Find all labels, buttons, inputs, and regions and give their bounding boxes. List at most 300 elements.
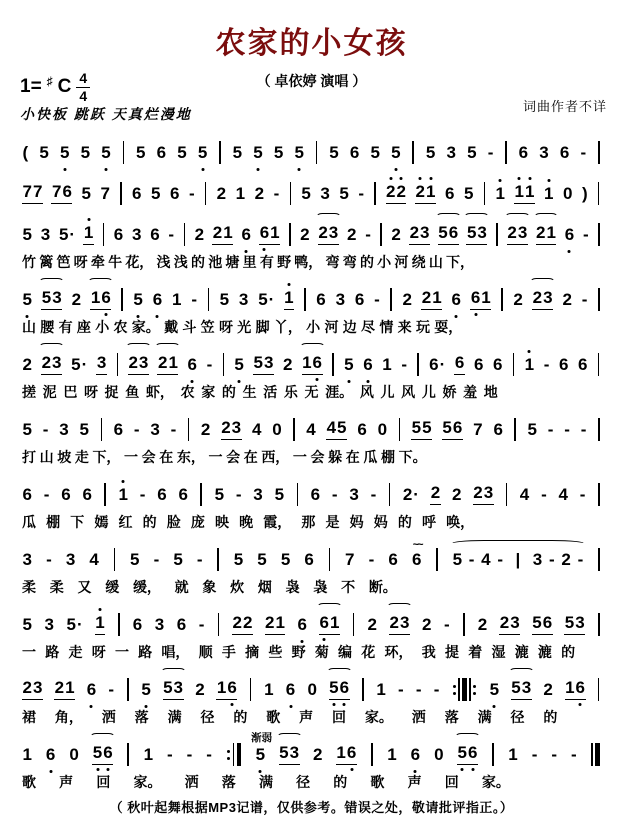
note: 3	[253, 485, 263, 504]
note: -	[564, 420, 570, 439]
key-prefix: 1=	[20, 76, 42, 98]
final-barline	[590, 743, 601, 766]
barline	[597, 182, 601, 205]
note: 6	[559, 143, 570, 162]
note: 1	[118, 485, 128, 504]
note: 5	[39, 143, 49, 162]
note: 5 3	[163, 678, 184, 700]
barline	[397, 418, 401, 441]
barline	[597, 288, 601, 311]
music-line	[14, 534, 609, 573]
mordent-icon: ~~	[412, 539, 422, 551]
lyric-word: 风	[359, 384, 374, 400]
note: 0	[562, 184, 573, 203]
barline	[379, 223, 383, 246]
lyric-word: 象	[202, 579, 217, 595]
lyrics-line	[22, 772, 510, 792]
barline	[126, 743, 130, 766]
note: -	[398, 680, 404, 699]
repeat-dots-icon	[473, 685, 476, 695]
lyric-word: 我	[421, 644, 436, 660]
lyric-word: 儿	[421, 384, 436, 400]
lyric-word: 涯。	[325, 384, 354, 400]
lyric-word: 棚	[380, 449, 395, 465]
note: -	[358, 184, 365, 203]
slur-arc-icon	[300, 343, 325, 351]
note: -	[43, 485, 50, 504]
lyric-word: 映	[215, 514, 229, 530]
lyric-word: 在	[159, 449, 174, 465]
lyric-word: 走	[68, 644, 83, 660]
note: 2 3	[318, 223, 339, 245]
lyric-word: 弯	[325, 254, 340, 270]
note: -	[139, 485, 146, 504]
barline	[500, 288, 504, 311]
note: 6	[132, 615, 143, 634]
lyric-word: 的	[190, 254, 205, 270]
note: 2	[513, 290, 523, 309]
lyric-word: 浅	[156, 254, 171, 270]
barline	[112, 548, 116, 571]
note: -	[153, 550, 160, 569]
note: 2	[477, 615, 488, 634]
note: 2	[347, 225, 357, 244]
lyric-word: 菊	[314, 644, 329, 660]
note: 7	[345, 550, 355, 569]
lyric-word: 东，	[176, 449, 205, 465]
note: 5	[22, 420, 32, 439]
lyric-word: 娇	[442, 384, 457, 400]
lyric-word: 满	[477, 709, 492, 725]
lyric-word: 捉	[104, 384, 119, 400]
note: 1	[543, 184, 554, 203]
lyric-word: 地	[483, 384, 498, 400]
note: 5	[294, 143, 304, 162]
system	[14, 664, 609, 727]
note: 5	[344, 355, 354, 374]
lyric-word: 有	[259, 254, 274, 270]
music-line	[14, 168, 609, 207]
lyric-word: 摘	[245, 644, 260, 660]
note: 5	[232, 143, 243, 162]
note: -	[168, 225, 175, 244]
lyric-word: 不	[341, 579, 356, 595]
barline	[327, 548, 331, 571]
note: 5 ·	[66, 615, 83, 634]
lyrics-line	[22, 447, 427, 467]
note: -	[541, 485, 547, 504]
note: 1 6	[336, 743, 357, 765]
barline	[411, 141, 415, 164]
lyric-word: 脚	[255, 319, 270, 335]
note: 5	[130, 550, 140, 569]
lyric-word: 牛	[108, 254, 123, 270]
note: -	[273, 184, 280, 203]
lyric-word: 搓	[22, 384, 36, 400]
lyric-word: 又	[77, 579, 92, 595]
lyric-word: 会	[226, 449, 241, 465]
lyric-word: 家。	[133, 774, 162, 790]
note: 1 6	[216, 678, 237, 700]
lyric-word: 花	[361, 644, 376, 660]
barline	[373, 182, 377, 205]
note: -	[433, 680, 440, 699]
lyric-word: 风	[401, 384, 416, 400]
lyric-word: 的	[221, 384, 236, 400]
system	[14, 729, 609, 792]
lyric-word: 柔	[22, 579, 36, 595]
note: -	[46, 550, 52, 569]
lyric-word: 瓜	[363, 449, 378, 465]
slur-arc-icon	[155, 343, 180, 351]
note: 6	[473, 355, 484, 374]
note: 3	[65, 550, 76, 569]
barline	[204, 182, 208, 205]
note: 5	[177, 143, 187, 162]
system	[14, 534, 609, 597]
note: 2	[312, 745, 323, 764]
note: 5 3	[564, 613, 585, 635]
lyric-word: 牵	[90, 254, 105, 270]
lyric-word: 瓜	[22, 514, 36, 530]
barline	[597, 141, 601, 164]
note: 0	[69, 745, 79, 764]
lyric-word: 那	[301, 514, 316, 530]
lyric-word: 会	[310, 449, 325, 465]
note: 5 3	[253, 353, 274, 375]
music-line	[14, 599, 609, 638]
lyric-word: 西，	[261, 449, 290, 465]
lyric-word: 池	[208, 254, 223, 270]
system	[14, 599, 609, 662]
composer-credit: 词曲作者不详	[522, 99, 607, 114]
barline	[221, 353, 225, 376]
note: 3	[349, 485, 359, 504]
lyric-word: 斗	[182, 319, 197, 335]
note: 2 1	[421, 288, 442, 310]
barline	[491, 743, 495, 766]
note: -	[235, 485, 242, 504]
lyric-word: 环，	[384, 644, 413, 660]
slur-arc-icon	[436, 213, 461, 221]
note: 2	[283, 355, 293, 374]
lyric-word: 的	[142, 514, 157, 530]
music-line	[14, 127, 609, 166]
note: 2 1	[157, 353, 178, 375]
note: -	[186, 745, 193, 764]
lyric-word: 走	[74, 449, 89, 465]
lyrics-line	[22, 317, 462, 337]
lyric-word: 径	[200, 709, 215, 725]
lyric-word: 晚	[239, 514, 254, 530]
lyric-word: 活	[263, 384, 278, 400]
note: -	[191, 290, 197, 309]
note: 2	[22, 355, 32, 374]
lyric-word: 落	[221, 774, 236, 790]
lyric-word: 着	[468, 644, 483, 660]
lyric-word: 嫣	[94, 514, 109, 530]
barline	[102, 223, 106, 246]
barline	[597, 678, 601, 701]
note: 6	[454, 353, 464, 375]
lyric-word: 路	[45, 644, 60, 660]
slur-arc-icon	[464, 213, 489, 221]
slur-arc-icon	[505, 213, 530, 221]
note: 3	[44, 615, 54, 634]
note: 5	[280, 550, 291, 569]
lyric-word: 炊	[230, 579, 245, 595]
note: 2	[254, 184, 265, 203]
lyric-word: 是	[325, 514, 340, 530]
note: 5	[234, 355, 244, 374]
barline	[103, 483, 107, 506]
barline	[119, 182, 123, 205]
lyric-word: 浅	[173, 254, 188, 270]
note: 2 1	[536, 223, 557, 245]
lyric-word: 漉	[514, 644, 529, 660]
barline	[597, 548, 601, 571]
lyric-word: 脸	[166, 514, 181, 530]
lyric-word: 躲	[328, 449, 343, 465]
note: 2	[367, 615, 377, 634]
note: 6	[157, 485, 167, 504]
barline	[504, 141, 508, 164]
barline	[361, 678, 365, 701]
barline	[218, 141, 222, 164]
note: -	[42, 420, 49, 439]
barline	[416, 353, 420, 376]
music-line	[14, 469, 609, 508]
note: 7 7	[22, 182, 43, 204]
time-signature	[76, 71, 90, 103]
barline	[495, 223, 499, 246]
note: 5	[527, 420, 537, 439]
note: 6	[285, 680, 296, 699]
note: 6 1	[319, 613, 340, 635]
lyric-word: 有	[58, 319, 73, 335]
lyric-word: 洒	[411, 709, 426, 725]
lyric-word: 编	[338, 644, 353, 660]
note: 2 3	[409, 223, 430, 245]
lyric-word: 歌	[22, 774, 36, 790]
barline	[217, 613, 221, 636]
note: 1	[22, 745, 32, 764]
repeat-dots-icon	[227, 750, 230, 760]
sharp-icon: ♯	[46, 74, 53, 89]
lyric-word: 落	[134, 709, 149, 725]
performer-credit: （ 卓依婷 演唱 ）	[256, 73, 367, 89]
lyric-word: 下。	[398, 449, 427, 465]
lyric-word: 下，	[92, 449, 121, 465]
lyric-word: 满	[167, 709, 182, 725]
note: 5	[301, 184, 311, 203]
note: 5 ·	[58, 225, 76, 244]
note: 2 3	[389, 613, 410, 635]
note: 2 3	[499, 613, 520, 635]
note: 1	[387, 745, 397, 764]
note: 5	[141, 680, 151, 699]
lyric-word: 呀	[218, 319, 233, 335]
lyric-word: 缓	[105, 579, 120, 595]
system	[14, 339, 609, 402]
note: 2 3	[507, 223, 528, 245]
note: 3	[539, 143, 549, 162]
note: 6	[518, 143, 529, 162]
system	[14, 127, 609, 166]
lyrics-line	[22, 707, 558, 727]
slur-arc-icon	[534, 213, 559, 221]
note: 4	[519, 485, 530, 504]
note: )	[581, 184, 588, 203]
lyric-word: 些	[268, 644, 283, 660]
lyric-word: 提	[444, 644, 459, 660]
note: 4	[558, 485, 568, 504]
slur-arc-icon	[387, 603, 412, 611]
note: 1 1	[514, 182, 535, 204]
note: 0	[377, 420, 388, 439]
note: 3	[59, 420, 69, 439]
barline	[597, 483, 601, 506]
note: 5 3	[41, 288, 62, 310]
note: -	[582, 225, 589, 244]
lyrics-line	[22, 512, 474, 532]
note: 5	[79, 420, 90, 439]
note: 6	[178, 485, 188, 504]
note: 2 3	[128, 353, 149, 375]
note: -	[188, 184, 195, 203]
note: -	[198, 615, 205, 634]
lyric-word: 会	[141, 449, 156, 465]
lyric-word: 家。	[481, 774, 510, 790]
lyric-word: 鱼	[125, 384, 140, 400]
lyric-word: 里	[242, 254, 257, 270]
note: 2 1	[415, 182, 436, 204]
note: 1	[284, 288, 294, 310]
note: 3	[22, 550, 32, 569]
note: 5	[489, 680, 500, 699]
barline	[512, 353, 516, 376]
barline	[389, 288, 393, 311]
note: 1	[235, 184, 246, 203]
lyric-word: 泥	[42, 384, 57, 400]
note: 5 6	[329, 678, 350, 700]
note: 2	[430, 483, 440, 505]
note: 4	[89, 550, 99, 569]
note: -	[487, 143, 494, 162]
lyric-word: 乐	[283, 384, 298, 400]
note: 6	[444, 184, 455, 203]
note: 5	[463, 184, 474, 203]
note: 2	[452, 485, 462, 504]
note: 5	[80, 143, 91, 162]
note: 2	[422, 615, 432, 634]
note: 7 6	[51, 182, 72, 204]
barline	[370, 743, 374, 766]
note: 6	[131, 184, 142, 203]
note: 5 ·	[258, 290, 275, 309]
lyric-word: 红	[118, 514, 133, 530]
note: 0	[434, 745, 444, 764]
key-letter: C	[57, 76, 72, 98]
note: 6	[304, 550, 314, 569]
lyrics-line	[22, 577, 397, 597]
note: 7	[100, 184, 110, 203]
lyric-word: 在	[243, 449, 258, 465]
note: 1	[508, 745, 518, 764]
barline	[187, 418, 191, 441]
lyric-word: 下	[70, 514, 85, 530]
lyric-word: 一	[292, 449, 307, 465]
lyric-word: 袅	[285, 579, 300, 595]
lyric-word: 妈	[349, 514, 364, 530]
lyric-word: 歌	[370, 774, 385, 790]
note: 5 3	[279, 743, 300, 765]
lyric-word: 尽	[361, 319, 376, 335]
barline	[115, 353, 119, 376]
note: 2 3	[221, 418, 242, 440]
note: 6	[363, 355, 373, 374]
lyric-word: 径	[296, 774, 311, 790]
slur-arc-icon	[88, 278, 113, 286]
note: 2	[71, 290, 82, 309]
lyric-word: 玩	[415, 319, 430, 335]
note: 3	[335, 290, 346, 309]
lyric-word: 洒	[101, 709, 116, 725]
note: -	[206, 745, 212, 764]
note: -	[547, 420, 554, 439]
note: 2 3	[22, 678, 43, 700]
lyric-word: 弯	[342, 254, 357, 270]
note: 5 - 4 - | 3 - 2 -	[452, 550, 584, 570]
lyric-word: 袅	[313, 579, 328, 595]
note: 6	[357, 420, 367, 439]
note: 2	[216, 184, 227, 203]
barline	[331, 353, 335, 376]
note: 6	[349, 143, 360, 162]
barline	[597, 613, 601, 636]
note: 6 ~~	[411, 550, 421, 570]
lyric-word: 缓，	[132, 579, 161, 595]
lyric-word: 一	[22, 644, 36, 660]
note: 0	[272, 420, 282, 439]
lyric-word: 洒	[184, 774, 199, 790]
lyric-word: 妈	[373, 514, 388, 530]
note: 3	[154, 615, 165, 634]
note: 6	[176, 615, 187, 634]
note: -	[374, 290, 380, 309]
barline	[216, 548, 220, 571]
lyric-word: 家。	[131, 319, 160, 335]
note: -	[167, 745, 173, 764]
note: 1 6	[302, 353, 323, 375]
barline	[121, 141, 125, 164]
barline	[288, 182, 292, 205]
lyric-word: 巴	[63, 384, 78, 400]
note: 2	[300, 225, 310, 244]
repeat-dots-icon	[453, 685, 456, 695]
lyric-word: 打	[22, 449, 36, 465]
barline	[597, 418, 601, 441]
note: 2 1	[54, 678, 75, 700]
note: 2	[391, 225, 401, 244]
lyric-word: 家。	[364, 709, 393, 725]
system	[14, 274, 609, 337]
note: 5	[22, 615, 32, 634]
lyric-word: 的	[333, 774, 348, 790]
slur-arc-icon	[327, 668, 352, 676]
lyric-word: 烟	[257, 579, 272, 595]
note: 5	[233, 550, 244, 569]
